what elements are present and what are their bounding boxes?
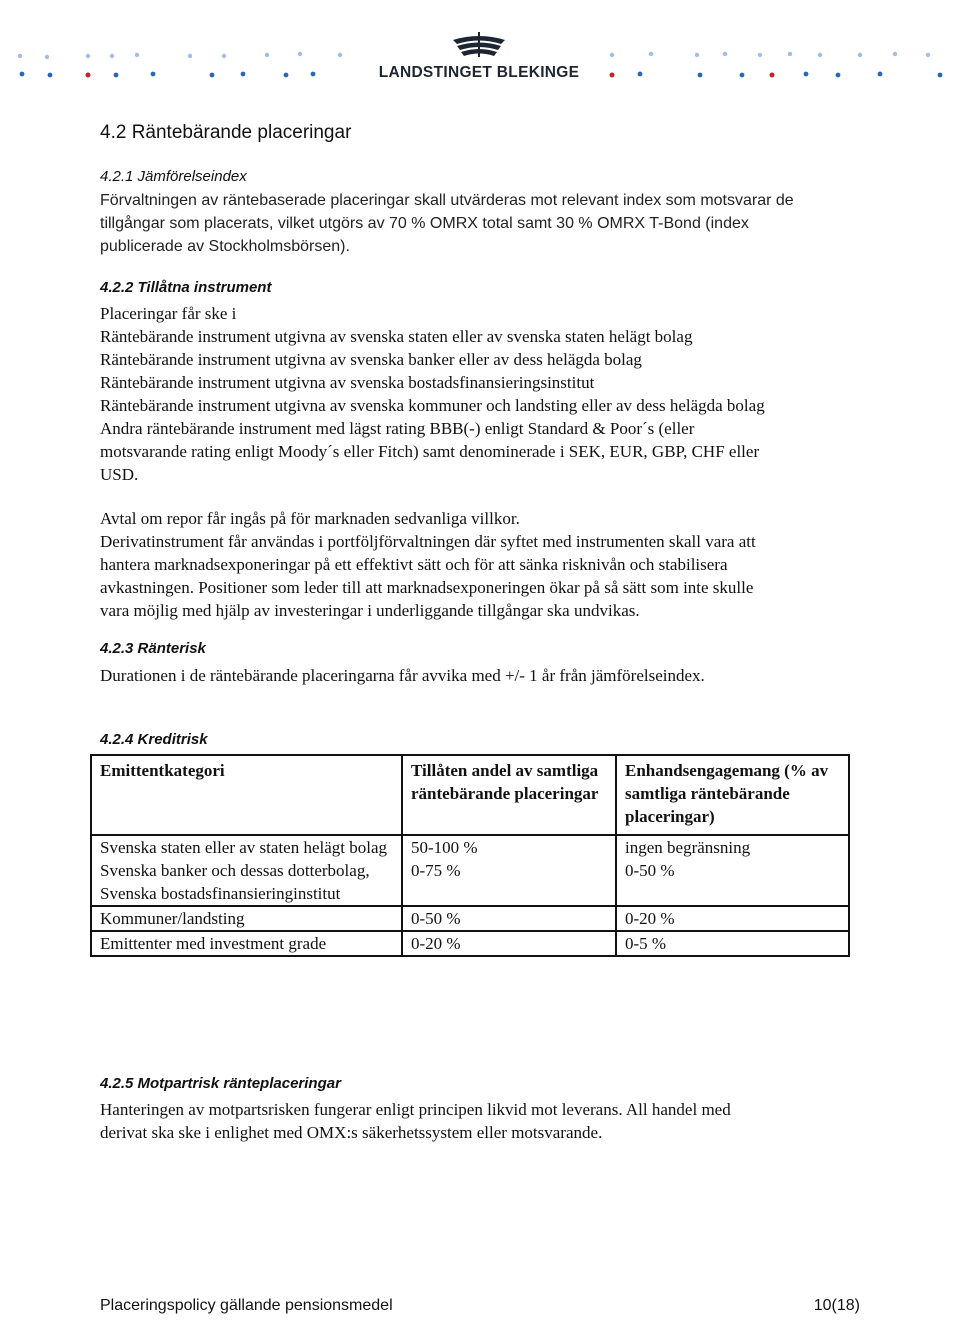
column-header: Tillåten andel av samtliga räntebärande placeringar <box>402 755 616 835</box>
table-cell: 0-75 % <box>402 859 616 906</box>
text-line: motsvarande rating enligt Moody´s eller Fitch) samt denominerade i SEK, EUR, GBP, CHF eller <box>100 442 760 461</box>
text-line: USD. <box>100 465 139 484</box>
text-line: Andra räntebärande instrument med lägst rating BBB(-) enligt Standard & Poor´s (eller <box>100 419 695 438</box>
table-cell: Emittenter med investment grade <box>91 931 402 956</box>
table-cell: 0-50 % <box>402 906 616 931</box>
text-line: publicerade av Stockholmsbörsen). <box>100 238 350 255</box>
table-cell: Svenska banker och dessas dotterbolag, Svenska bostadsfinansieringinstitut <box>91 859 402 906</box>
page-header <box>0 0 960 95</box>
table-cell: 0-5 % <box>616 931 849 956</box>
text-line: Derivatinstrument får användas i portföljförvaltningen där syftet med instrumenten skall vara att <box>100 532 756 551</box>
table-cell: 0-50 % <box>616 859 849 906</box>
landstinget-blekinge-logo <box>372 30 586 86</box>
credit-risk-table <box>90 754 850 957</box>
text-line: avkastningen. Positioner som leder till att marknadsexponeringen ökar på så sätt som inte skulle <box>100 578 754 597</box>
table-row <box>91 931 849 956</box>
section-title: 4.2 Räntebärande placeringar <box>100 122 352 143</box>
text-line: Placeringar får ske i <box>100 304 237 323</box>
text-line: tillgångar som placerats, vilket utgörs av 70 % OMRX total samt 30 % OMRX T-Bond (index <box>100 215 749 232</box>
logo-wordmark: LANDSTINGET BLEKINGE <box>378 64 580 81</box>
table-cell: Kommuner/landsting <box>91 906 402 931</box>
table-cell: 0-20 % <box>616 906 849 931</box>
table-header-row <box>91 755 849 835</box>
paragraph-derivatives <box>100 507 865 622</box>
table-cell: ingen begränsning <box>616 835 849 859</box>
paragraph-4-2-2 <box>100 302 865 486</box>
table-row <box>91 906 849 931</box>
text-line: Räntebärande instrument utgivna av svenska bostadsfinansieringsinstitut <box>100 373 595 392</box>
table-cell: 0-20 % <box>402 931 616 956</box>
paragraph-4-2-1 <box>100 189 860 258</box>
heading-4-2-5: 4.2.5 Motpartrisk ränteplaceringar <box>100 1075 341 1092</box>
text-line: derivat ska ske i enlighet med OMX:s säkerhetssystem eller motsvarande. <box>100 1123 603 1142</box>
heading-4-2-1: 4.2.1 Jämförelseindex <box>100 168 247 185</box>
text-line: Räntebärande instrument utgivna av svenska kommuner och landsting eller av dess helägda bolag <box>100 396 765 415</box>
text-line: Räntebärande instrument utgivna av svenska banker eller av dess helägda bolag <box>100 350 642 369</box>
heading-4-2-2: 4.2.2 Tillåtna instrument <box>100 279 272 296</box>
table-cell: 50-100 % <box>402 835 616 859</box>
text-line: Hanteringen av motpartsrisken fungerar enligt principen likvid mot leverans. All handel med <box>100 1100 731 1119</box>
table-row <box>91 859 849 906</box>
text-line: hantera marknadsexponeringar på ett effektivt sätt och för att sänka risknivån och stabilisera <box>100 555 728 574</box>
table-cell: Svenska staten eller av staten helägt bolag <box>91 835 402 859</box>
column-header: Emittentkategori <box>91 755 402 835</box>
text-line: Förvaltningen av räntebaserade placeringar skall utvärderas mot relevant index som motsvarar de <box>100 192 794 209</box>
boat-emblem-icon <box>449 30 509 60</box>
footer-document-title: Placeringspolicy gällande pensionsmedel <box>100 1297 393 1314</box>
text-line: vara möjlig med hjälp av investeringar i underliggande tillgångar ska undvikas. <box>100 601 640 620</box>
column-header: Enhandsengagemang (% av samtliga räntebärande placeringar) <box>616 755 849 835</box>
paragraph-4-2-3 <box>100 664 865 687</box>
table-row <box>91 835 849 859</box>
text-line: Räntebärande instrument utgivna av svenska staten eller av svenska staten helägt bolag <box>100 327 693 346</box>
text-line: Durationen i de räntebärande placeringarna får avvika med +/- 1 år från jämförelseindex. <box>100 666 705 685</box>
heading-4-2-4: 4.2.4 Kreditrisk <box>100 731 208 748</box>
heading-4-2-3: 4.2.3 Ränterisk <box>100 640 206 657</box>
text-line: Avtal om repor får ingås på för marknaden sedvanliga villkor. <box>100 509 520 528</box>
footer-page-number: 10(18) <box>813 1297 860 1314</box>
paragraph-4-2-5 <box>100 1098 865 1144</box>
